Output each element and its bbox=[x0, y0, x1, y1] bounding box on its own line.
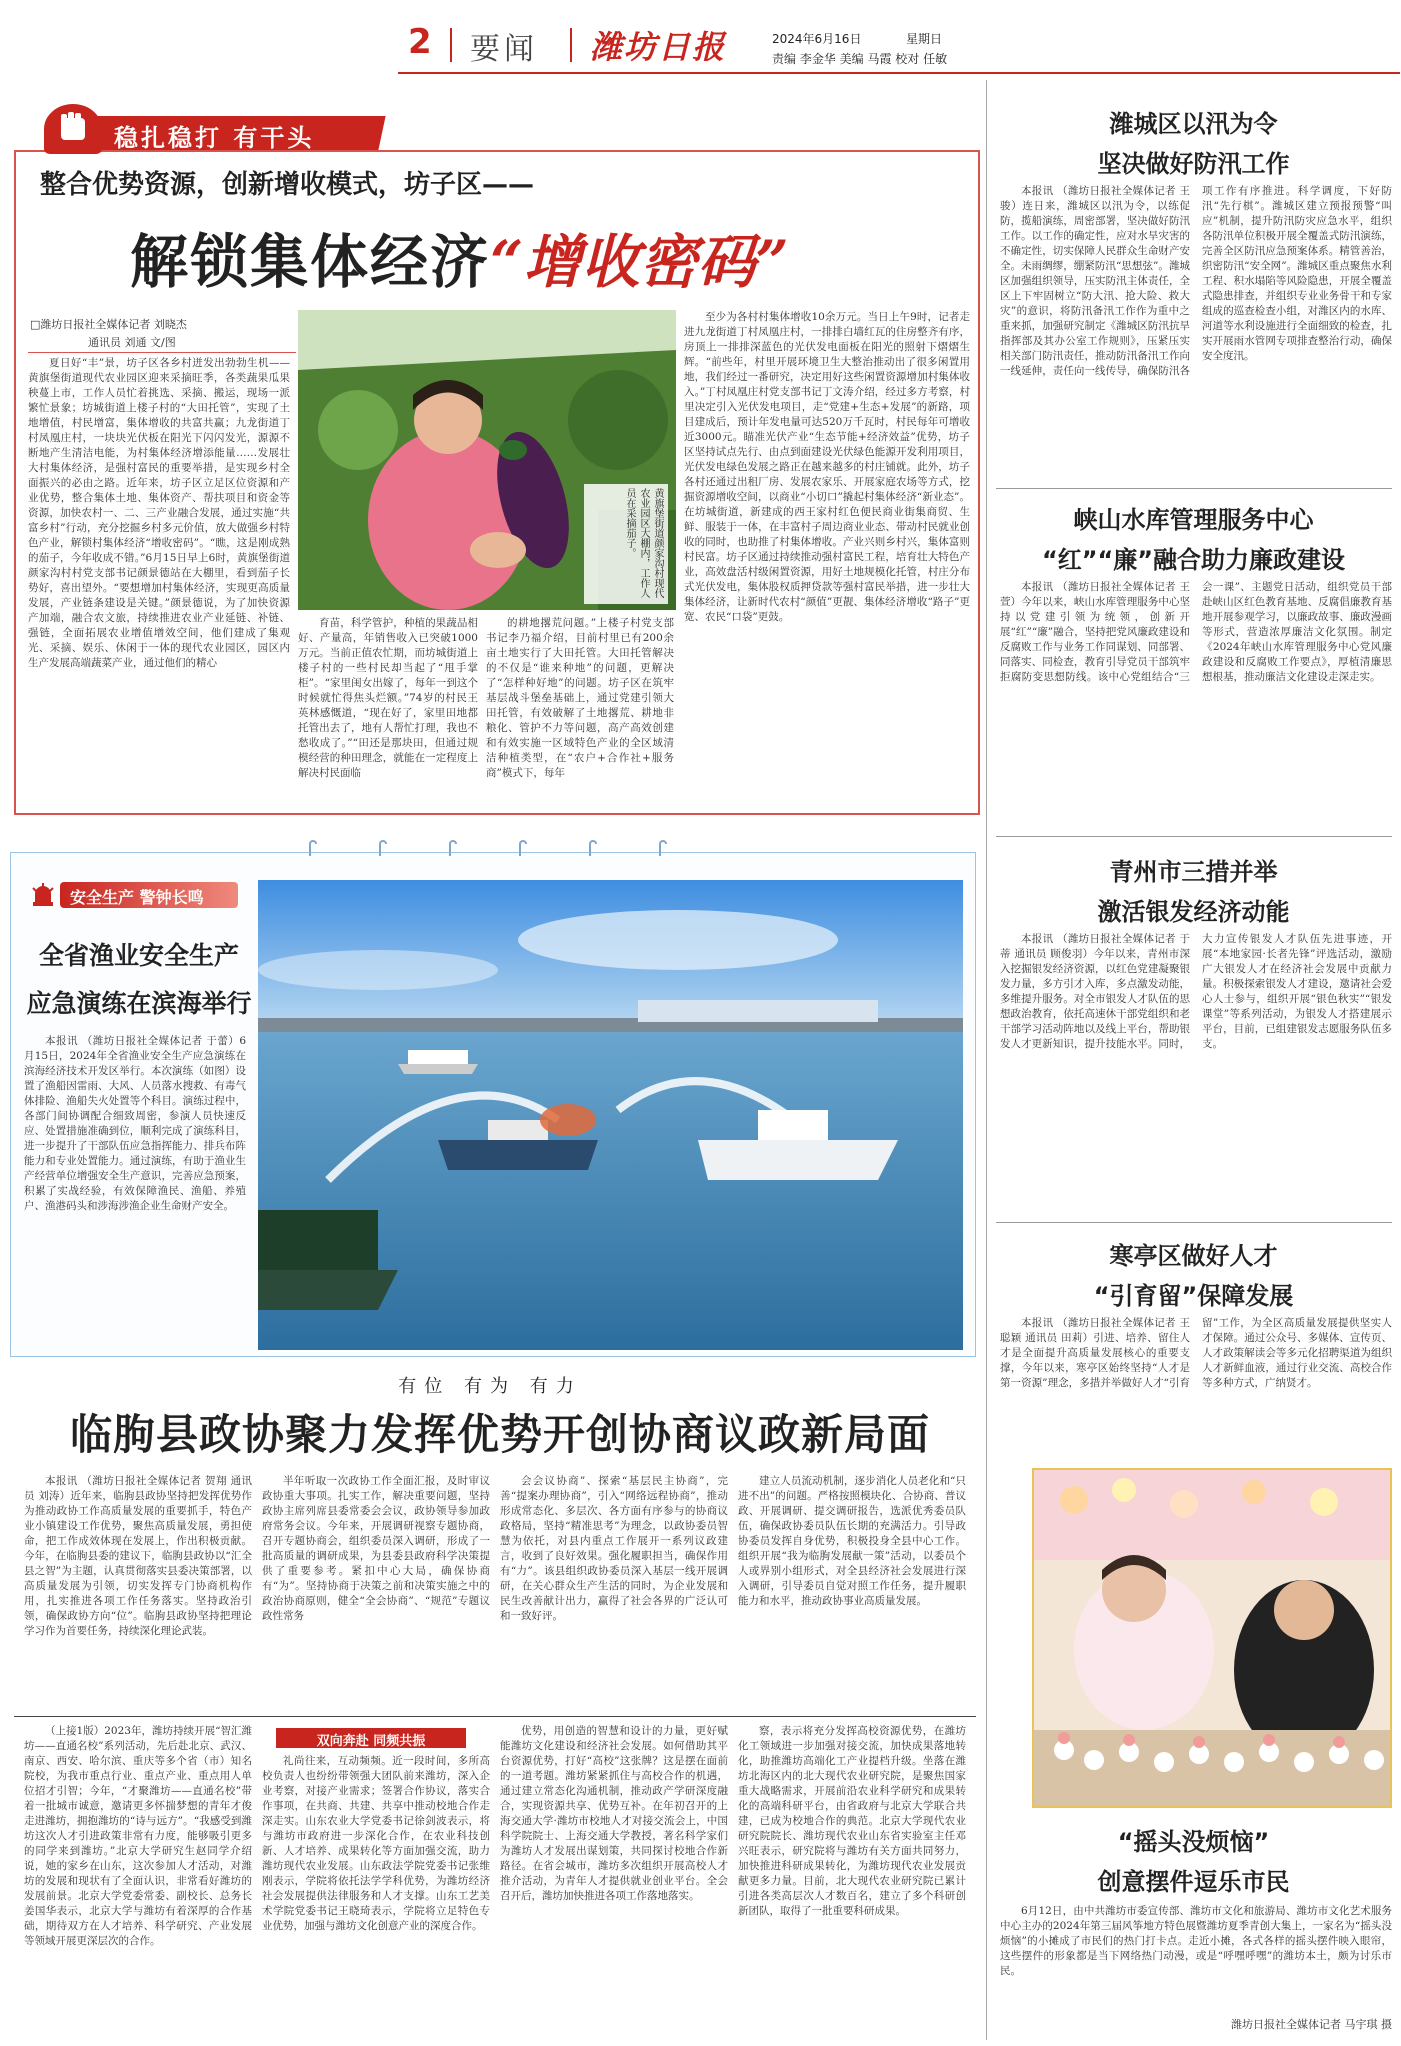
linqu-column-1: 本报讯 （潍坊日报社全媒体记者 贺翔 通讯员 刘涛）近年来，临朐县政协坚持把发挥优势作为推动政协工作高质量发展的重要抓手，特色产业小镇建设工作优势，聚焦高质量发展，勇担使命，把工作成效体现在发展上，作出积极贡献。今年，在临朐县委的建议下，临朐县政协以“汇全县之智”为主题，认真贯彻落实县委决策部署，以高质量发展为引领，切实发挥专门协商机构作用，扎实推进各项工作任务落实。坚持政治引领，确保政协方向“位”。临朐县政协坚持把理论学习作为首要任务，持续深化理论武装。 bbox=[24, 1475, 252, 1637]
page-number: 2 bbox=[408, 22, 432, 62]
fishery-banner bbox=[30, 880, 240, 910]
editor-credits: 责编 李金华 美编 马霞 校对 任敏 bbox=[772, 52, 948, 66]
lead-column-1: 夏日好“丰”景，坊子区各乡村迸发出勃勃生机——黄旗堡街道现代农业园区迎来采摘旺季，各类蔬果瓜果秧蔓上市，工作人员忙着挑选、采摘、搬运，现场一派繁忙景象；坊城街道上楼子村的“大田托管”，实现了土地增值，村民增富，集体增收的共富共赢；九龙街道丁村凤凰庄村，一块块光伏板在阳光下闪闪发光，源源不断地产生清洁电能，为村集体经济增添能量……发展壮大村集体经济，是强村富民的重要举措，是实现乡村全面振兴的必由之路。近年来，坊子区立足区位资源和产业优势，整合集体土地、集体资产、帮扶项目和资金等资源，加快农村一、二、三产业融合发展，通过实施“共富乡村”行动，充分挖掘乡村多元价值，放大做强乡村特色产业，解锁村集体经济“增收密码”。“瞧，这是刚成熟的茄子，今年收成不错。”6月15日早上6时，黄旗堡街道颜家沟村村党支部书记颜景德站在大棚里，看到茄子长势好，喜出望外。“要想增加村集体经济，实现更高质量发展，产业链条建设是关键。”颜景德说，为了加快资源产加端，融合农文旅，持续推进农业产业延链、补链、强链，全面拓展农业增值增效空间，他们建成了集观光、采摘、娱乐、休闲于一体的现代农业园区，园区内生产发展高端蔬菜产业，通过他们的精心 bbox=[28, 357, 290, 669]
xiashan-title-1: 峡山水库管理服务中心 bbox=[1073, 506, 1314, 534]
weicheng-body: 本报讯 （潍坊日报社全媒体记者 王骏）连日来，潍城区以汛为令，以练促防，揽船演练，周密部署，坚决做好防汛工作。以工作的确定性，应对水旱灾害的不确定性，切实保障人民群众生命财产安全。未雨绸缪，绷紧防汛“思想弦”。潍城区加强组织领导，压实防汛主体责任，全区上下牢固树立“防大汛、抢大险、救大灾”的意识，将防汛备汛工作作为重中之重来抓，加强研究制定《潍城区防汛抗旱指挥部及其办公室工作规则》，压紧压实相关部门防汛责任，推动防汛备汛工作向一线延伸，责任向一线传导，确保防汛各项工作有序推进。科学调度，下好防汛“先行棋”。潍城区建立预报预警“叫应”机制，提升防汛防灾应急水平，组织各防汛单位积极开展全覆盖式防汛演练，完善全区防汛应急预案体系。精管善治，织密防汛“安全网”。潍城区重点聚焦水利工程、积水塌陷等风险隐患，开展全覆盖式隐患排查，并组织专业业务骨干和专家组成的巡查检查小组，对潍区内的水库、河道等水利设施进行全面细致的检查，扎实开展雨水管网专项排查整治行动，确保安全度汛。 bbox=[1000, 185, 1392, 377]
fishery-title-1: 全省渔业安全生产 bbox=[38, 941, 239, 970]
lead-headline-accent: “增收密码” bbox=[490, 228, 789, 296]
continued-column-1: （上接1版）2023年，潍坊持续开展“智汇潍坊——直通名校”系列活动，先后赴北京、武汉、南京、西安、哈尔滨、重庆等多个省（市）知名院校，为我市重点行业、重点产业、重点用人单位招才引智；今年，“才聚潍坊——直通名校”带着一批城市诚意，邀请更多怀揣梦想的青年才俊走进潍坊，拥抱潍坊的“诗与远方”。“我感受到潍坊这次人才引进政策非常有力度，能够吸引更多的同学来到潍坊。”北京大学研究生赵同学介绍说，她的家乡在山东，这次参加人才活动，对潍坊的发展和现状有了全面认识，非常看好潍坊的发展前景。北京大学党委常委、副校长、总务长姜国华表示，北京大学与潍坊有着深厚的合作基础，期待双方在人才培养、科学研究、产业发展等领域开展更深层次的合作。 bbox=[24, 1725, 252, 1947]
subhead-tag-text: 双向奔赴 同频共振 bbox=[316, 1734, 426, 1749]
linqu-column-2: 半年听取一次政协工作全面汇报，及时审议政协重大事项。扎实工作，解决重要问题，坚持政协主席列席县委常委会会议，政协领导参加政府常务会议。今年来，开展调研视察专题协商，召开专题协商会，组织委员深入调研，形成了一批高质量的调研成果，为县委县政府科学决策提供了重要参考。紧扣中心大局，确保协商有“为”。坚持协商于决策之前和决策实施之中的政治协商原则，健全“全会协商”、“规范”专题议政性常务 bbox=[262, 1475, 490, 1622]
weicheng-title-2: 坚决做好防汛工作 bbox=[1097, 150, 1290, 178]
lead-headline bbox=[130, 215, 890, 295]
alarm-icon bbox=[30, 882, 56, 908]
masthead bbox=[0, 0, 1401, 72]
hanting-title-1: 寒亭区做好人才 bbox=[1109, 1242, 1278, 1270]
bobblehead-photo-credit: 潍坊日报社全媒体记者 马宇琪 摄 bbox=[1231, 2018, 1392, 2031]
lead-headline-main: 解锁集体经济 bbox=[130, 228, 491, 296]
xiashan-body: 本报讯 （潍坊日报社全媒体记者 王萱）今年以来，峡山水库管理服务中心坚持以党建引领为统领，创新开展“红”“廉”融合，坚持把党风廉政建设和反腐败工作与业务工作同谋划、同部署、同落实、同检查，教育引导党员干部筑牢拒腐防变思想防线。该中心党组结合“三会一课”、主题党日活动，组织党员干部赴峡山区红色教育基地、反腐倡廉教育基地开展参观学习，以廉政故事、廉政漫画等形式，营造浓厚廉洁文化氛围。制定《2024年峡山水库管理服务中心党风廉政建设和反腐败工作要点》，厚植清廉思想根基，推动廉洁文化建设走深走实。 bbox=[1000, 581, 1392, 683]
bobblehead-title-2: 创意摆件逗乐市民 bbox=[1097, 1868, 1290, 1896]
lead-photo-caption: 黄旗堡街道颜家沟村现代农业园区大棚内，工作人员在采摘茄子。 bbox=[584, 484, 668, 604]
lead-photo-eggplant-harvest bbox=[298, 310, 676, 610]
lead-column-4: 至少为各村村集体增收10余万元。当日上午9时，记者走进九龙街道丁村凤凰庄村，一排排白墙红瓦的住房整齐有序，房顶上一排排深蓝色的光伏发电面板在阳光的照射下熠熠生辉。“前些年，村里开展环境卫生大整治推动出了很多闲置用地，我们经过一番研究，决定用好这些闲置资源增加村集体收入。”丁村凤凰庄村党支部书记丁文涛介绍，经过多方考察，村里决定引入光伏发电项目，走“党建+生态+发展”的新路，项目建成后，预计年发电量可达520万千瓦时，村民每年可增收近3000元。瞄准光伏产业“生态节能+经济效益”优势，坊子区坚持试点先行、由点到面建设光伏绿色能源开发利用项目，光伏发电绿色发展之路正在越来越多的村庄铺就。此外，坊子各村还通过出租厂房、发展农家乐、开展家庭农场等方式，挖掘资源增收空间，以商业“小切口”撬起村集体经济“新业态”。在坊城街道，新建成的西王家村红色便民商业街集商贸、生鲜、服装于一体，在丰富村子周边商业业态、带动村民就业创收的同时，也助推了村集体增收。产业兴则乡村兴，集体富则村民富。坊子区通过持续推动强村富民工程，培育壮大特色产业，高效盘活村级闲置资源，用好土地规模化托管，村庄分布式光伏发电，集体股权质押贷款等强村富民举措，进一步壮大集体经济，让新时代农村“颜值”更靓、集体经济增收“路子”更宽、农民“口袋”更鼓。 bbox=[684, 311, 970, 623]
lead-banner-text: 稳扎稳打 有干头 bbox=[114, 124, 315, 152]
lead-kicker: 整合优势资源，创新增收模式，坊子区—— bbox=[40, 170, 535, 200]
issue-weekday: 星期日 bbox=[906, 32, 943, 46]
xiashan-title-2: “红”“廉”融合助力廉政建设 bbox=[1041, 546, 1346, 574]
continued-column-4: 察，表示将充分发挥高校资源优势，在潍坊化工领域进一步加强对接交流，加快成果落地转化，助推潍坊高端化工产业提档升级。坐落在潍坊北海区内的北大现代农业研究院，是聚焦国家重大战略需求，开展前沿农业科学研究和成果转化的高端科研平台，由省政府与北京大学联合共建，已成为校地合作的典范。北京大学现代农业研究院院长、潍坊现代农业山东省实验室主任邓兴旺表示，研究院将与潍坊有关方面共同努力，加快推进科研成果转化，为潍坊现代农业发展贡献更多力量。目前，北大现代农业研究院已累计引进各类高层次人才数百名，建立了多个科研创新团队，取得了一批重要科研成果。 bbox=[738, 1725, 966, 1917]
linqu-kicker: 有位 有为 有力 bbox=[398, 1376, 582, 1397]
newspaper-logo: 潍坊日报 bbox=[590, 28, 727, 66]
linqu-headline: 临朐县政协聚力发挥优势开创协商议政新局面 bbox=[69, 1410, 930, 1459]
hanting-body: 本报讯 （潍坊日报社全媒体记者 王聪颖 通讯员 田莉）引进、培养、留住人才是全面提升高质量发展核心的重要支撑，今年以来，寒亭区始终坚持“人才是第一资源”理念，多措并举做好人才“引育留”工作，为全区高质量发展提供坚实人才保障。通过公众号、多媒体、宣传页、人才政策解读会等多元化招聘渠道为组织人才新鲜血液，通过行业交流、高校合作等多种方式，广纳贤才。 bbox=[1000, 1317, 1392, 1389]
weicheng-title-1: 潍城区以汛为令 bbox=[1109, 110, 1278, 138]
hanting-title-2: “引育留”保障发展 bbox=[1093, 1282, 1294, 1310]
lead-column-2: 育苗，科学管护，种植的果蔬品相好、产量高，年销售收入已突破1000万元。当前正值农忙期，而坊城街道上楼子村的一些村民却当起了“甩手掌柜”。“家里闺女出嫁了，每年一到这个时候就忙得焦头烂额。”74岁的村民王英林感慨道，“现在好了，家里田地都托管出去了，地有人帮忙打理，我也不愁收成了。”“田还是那块田，但通过规模经营的种田理念，就能在一定程度上解决村民面临 bbox=[298, 617, 478, 779]
fishery-title-2: 应急演练在滨海举行 bbox=[26, 989, 252, 1018]
bobblehead-title-1: “摇头没烦恼” bbox=[1117, 1828, 1270, 1856]
bobblehead-caption: 6月12日，由中共潍坊市委宣传部、潍坊市文化和旅游局、潍坊市文化艺术服务中心主办的2024年第三届风筝地方特色展暨潍坊夏季青创大集上，一家名为“摇头没烦恼”的小摊成了市民们的热门打卡点。走近小摊，各式各样的摇头摆件映入眼帘，这些摆件的形象都是当下网络热门动漫，或是“呼嘿呼嘿”的潍坊本土，颇为讨乐市民。 bbox=[1000, 1905, 1392, 1977]
bobblehead-stall-photo bbox=[1032, 1468, 1392, 1808]
qingzhou-body: 本报讯 （潍坊日报社全媒体记者 于蒂 通讯员 顾俊羽）今年以来，青州市深入挖掘银发经济资源，以红色党建凝聚银发力量，多方引才入库，多点激发动能，多维提升服务。对全市银发人才队伍的思想政治教育，依托高速休干部党组织和老干部学习活动阵地以及线上平台，帮助银发人才更新知识，提升技能水平。同时，大力宣传银发人才队伍先进事迹，开展“本地家园·长者先锋”评选活动，激励广大银发人才在经济社会发展中贡献力量。积极探索银发人才建设，邀请社会爱心人士参与，组织开展“银色秋实”“银发课堂”等系列活动，为银发人才搭建展示平台，目前，已组建银发志愿服务队伍多支。 bbox=[1000, 933, 1392, 1050]
fishery-banner-text: 安全生产 警钟长鸣 bbox=[70, 888, 204, 907]
qingzhou-title-2: 激活银发经济动能 bbox=[1097, 898, 1290, 926]
continued-column-2: 礼尚往来，互动频频。近一段时间，多所高校负责人也纷纷带领强大团队前来潍坊，深入企业考察，对接产业需求；签署合作协议，落实合作事项，在共商、共建、共享中推动校地合作走深走实。山东农业大学党委书记徐剑波表示，将与潍坊市政府进一步深化合作，在农业科技创新、人才培养、成果转化等方面加强交流，助力潍坊现代农业发展。山东政法学院党委书记张维刚表示，学院将依托法学学科优势，为潍坊经济社会发展提供法律服务和人才支撑。山东工艺美术学院党委书记王晓琦表示，学院将立足特色专业优势，加强与潍坊文化创意产业的深度合作。 bbox=[262, 1755, 490, 1932]
linqu-column-4: 建立人员流动机制，逐步消化人员老化和“只进不出”的问题。严格按照模块化、合协商、普议政、开展调研、提交调研报告，选派优秀委员队伍，确保政协委员队伍长期的充满活力。引导政协委员发挥自身优势，积极投身全县中心工作。组织开展“我为临朐发展献一策”活动，以委员个人或界别小组形式，对全县经济社会发展进行深入调研，引导委员自觉对照工作任务，提升履职能力和水平，推动政协事业高质量发展。 bbox=[738, 1475, 966, 1607]
binder-rings bbox=[300, 838, 720, 858]
lead-column-3: 的耕地撂荒问题。”上楼子村党支部书记李乃福介绍，目前村里已有200余亩土地实行了大田托管。大田托管解决的不仅是“谁来种地”的问题，更解决了“怎样种好地”的问题。坊子区在筑牢基层战斗堡垒基础上，通过党建引领大田托管，有效破解了土地撂荒、耕地非粮化、管护不力等问题，高产高效创建和有效实施一区域特色产业的全区域清洁种植类型，在“农户+合作社+服务商”模式下，每年 bbox=[486, 617, 674, 779]
continued-column-3: 优势，用创造的智慧和设计的力量，更好赋能潍坊文化建设和经济社会发展。如何借助其平台资源优势，打好“高校”这张牌？这是摆在面前的一道考题。潍坊紧紧抓住与高校合作的机遇，通过建立常态化沟通机制，推动政产学研深度融合，实现资源共享、优势互补。在年初召开的上海交通大学·潍坊市校地人才对接交流会上，中国科学院院士、上海交通大学教授，著名科学家们为潍坊人才发展出谋划策，共同探讨校地合作新路径。在省会城市，潍坊多次组织开展高校人才推介活动，为青年人才提供就业创业平台。全会召开后，潍坊加快推进各项工作落地落实。 bbox=[500, 1725, 728, 1902]
qingzhou-title-1: 青州市三措并举 bbox=[1109, 858, 1278, 886]
lead-banner bbox=[44, 104, 384, 154]
lead-byline-2: 通讯员 刘通 文/图 bbox=[88, 336, 176, 349]
lead-byline-1: □潍坊日报社全媒体记者 刘晓杰 bbox=[30, 318, 187, 331]
fishery-body: 本报讯 （潍坊日报社全媒体记者 于蕾）6月15日，2024年全省渔业安全生产应急演练在滨海经济技术开发区举行。本次演练（如图）设置了渔船因雷雨、大风、人员落水搜救、有毒气体排险、渔船失火处置等个科目。演练过程中，各部门间协调配合细致周密，参演人员快速反应、处置措施准确到位，顺利完成了演练科目，进一步提升了干部队伍应急指挥能力、排兵布阵能力和专业处置能力。通过演练，有助于渔业生产经营单位增强安全生产意识，完善应急预案，积累了实战经验，有效保障渔民、渔船、养殖户、渔港码头和涉海涉渔企业生命财产安全。 bbox=[24, 1035, 246, 1212]
linqu-column-3: 会会议协商”、探索“基层民主协商”，完善“提案办理协商”，引入“网络远程协商”，推动形成常态化、多层次、各方面有序参与的协商议政格局，坚持“精准思考”为理念，以政协委员智慧为依托，对县内重点工作展开一系列议政建言，收到了良好效果。强化履职担当，确保作用有“力”。该县组织政协委员深入基层一线开展调研，在关心群众生产生活的同时，为企业发展和民生改善献计出力，赢得了社会各界的广泛认可和一致好评。 bbox=[500, 1475, 728, 1622]
fishery-drill-photo bbox=[258, 880, 963, 1350]
section-name: 要闻 bbox=[470, 32, 538, 67]
issue-date: 2024年6月16日 bbox=[772, 32, 862, 46]
